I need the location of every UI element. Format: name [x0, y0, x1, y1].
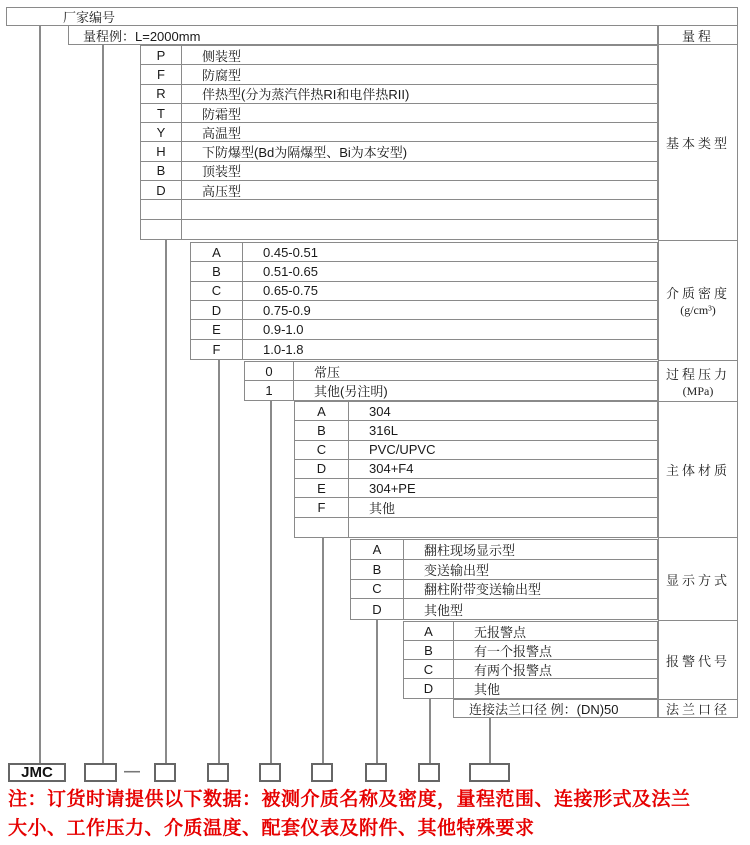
code-box-flange-diameter — [469, 763, 510, 782]
code-cell: A — [351, 540, 404, 560]
desc-cell: 无报警点 — [454, 622, 657, 641]
model-prefix-label: JMC — [21, 764, 53, 781]
category-flange-diameter — [658, 699, 738, 718]
desc-cell: 防腐型 — [182, 65, 657, 84]
code-cell — [295, 518, 349, 537]
model-prefix-box — [8, 763, 66, 782]
category-body-material — [658, 401, 738, 538]
order-note — [8, 785, 746, 843]
category-medium-density — [658, 240, 738, 361]
desc-cell: 0.9-1.0 — [243, 320, 657, 339]
category-label: 显示方式 — [665, 572, 730, 588]
desc-cell: 顶装型 — [182, 162, 657, 181]
section-basic-type — [140, 45, 658, 240]
code-cell: F — [141, 65, 182, 84]
code-box-range — [84, 763, 117, 782]
category-label: 报警代号 — [665, 653, 730, 669]
desc-cell: 304+F4 — [349, 460, 657, 479]
order-note-line1: 注：订货时请提供以下数据：被测介质名称及密度，量程范围、连接形式及法兰 — [8, 789, 691, 810]
section-medium-density — [190, 242, 658, 360]
code-cell: B — [351, 560, 404, 580]
desc-cell: 304 — [349, 402, 657, 421]
category-display-mode — [658, 537, 738, 621]
code-cell: E — [191, 320, 243, 339]
code-cell: T — [141, 104, 182, 123]
desc-cell: 其他 — [474, 682, 501, 697]
desc-cell: 有一个报警点 — [454, 641, 657, 660]
code-cell: D — [351, 599, 404, 619]
code-box-process-pressure — [259, 763, 281, 782]
category-unit: (g/cm³) — [680, 303, 716, 317]
connector-line — [270, 401, 272, 763]
desc-cell: 伴热型(分为蒸汽伴热RI和电伴热RII) — [182, 85, 657, 104]
desc-cell: 0.51-0.65 — [243, 262, 657, 281]
desc-cell: 其他型 — [424, 602, 464, 618]
desc-cell: 0.45-0.51 — [243, 243, 657, 262]
desc-cell: 翻柱附带变送输出型 — [404, 580, 657, 600]
factory-code-label: 厂家编号 — [63, 10, 116, 25]
connector-line — [165, 240, 167, 763]
code-cell: Y — [141, 123, 182, 142]
factory-code-box — [6, 7, 738, 26]
category-label: 量程 — [681, 28, 714, 44]
desc-cell: 侧装型 — [182, 46, 657, 65]
connector-line — [489, 718, 491, 763]
code-cell: C — [351, 580, 404, 600]
dash-separator: — — [124, 762, 140, 780]
connector-line — [102, 44, 104, 763]
code-box-basic-type — [154, 763, 176, 782]
connector-line — [429, 699, 431, 763]
connector-line — [322, 538, 324, 763]
code-cell: B — [141, 162, 182, 181]
desc-cell: 1.0-1.8 — [263, 341, 304, 357]
code-cell — [141, 200, 182, 219]
code-cell: P — [141, 46, 182, 65]
category-process-pressure — [658, 360, 738, 402]
code-box-body-material — [311, 763, 333, 782]
section-process-pressure — [244, 361, 658, 401]
code-cell: D — [295, 460, 349, 479]
range-example-box — [68, 25, 658, 45]
code-cell: F — [191, 340, 243, 359]
code-cell: A — [404, 622, 454, 641]
code-cell: F — [295, 498, 349, 517]
section-display-mode — [350, 539, 658, 620]
code-cell: 1 — [245, 381, 294, 400]
code-cell: D — [141, 181, 182, 200]
category-label: 法兰口径 — [665, 702, 730, 717]
desc-cell: 其他 — [349, 498, 657, 517]
code-box-medium-density — [207, 763, 229, 782]
code-cell: C — [295, 441, 349, 460]
category-label: 主体材质 — [665, 463, 730, 478]
desc-cell: 翻柱现场显示型 — [404, 540, 657, 560]
code-cell: E — [295, 479, 349, 498]
code-cell: B — [295, 421, 349, 440]
category-label: 介质密度 — [665, 286, 730, 301]
code-cell: A — [295, 402, 349, 421]
code-box-display-mode — [365, 763, 387, 782]
flange-diameter-label: 连接法兰口径 例：(DN)50 — [469, 702, 619, 717]
range-example-label: 量程例：L=2000mm — [83, 28, 201, 44]
connector-line — [39, 25, 41, 763]
desc-cell — [182, 220, 657, 239]
code-cell: R — [141, 85, 182, 104]
desc-cell: 其他(另注明) — [314, 384, 388, 399]
desc-cell: 变送输出型 — [404, 560, 657, 580]
flange-diameter-row — [453, 699, 658, 718]
desc-cell: 0.75-0.9 — [243, 301, 657, 320]
desc-cell: 常压 — [294, 362, 657, 381]
code-cell: C — [404, 660, 454, 679]
code-box-alarm-code — [418, 763, 440, 782]
desc-cell: 防霜型 — [182, 104, 657, 123]
category-label: 基本类型 — [665, 136, 730, 151]
code-cell — [141, 220, 182, 239]
connector-line — [376, 620, 378, 763]
code-cell: B — [191, 262, 243, 281]
desc-cell: 高压型 — [182, 181, 657, 200]
category-alarm-code — [658, 620, 738, 700]
desc-cell: 304+PE — [349, 479, 657, 498]
desc-cell: 0.65-0.75 — [243, 282, 657, 301]
desc-cell: 高温型 — [182, 123, 657, 142]
code-cell: 0 — [245, 362, 294, 381]
section-body-material — [294, 401, 658, 538]
category-label: 过程压力 — [665, 366, 730, 382]
desc-cell: 316L — [349, 421, 657, 440]
desc-cell: 有两个报警点 — [454, 660, 657, 679]
category-range — [658, 25, 738, 45]
code-cell: B — [404, 641, 454, 660]
code-cell: A — [191, 243, 243, 262]
category-basic-type — [658, 44, 738, 241]
desc-cell — [182, 200, 657, 219]
section-alarm-code — [403, 621, 658, 699]
code-cell: D — [191, 301, 243, 320]
order-note-line2: 大小、工作压力、介质温度、配套仪表及附件、其他特殊要求 — [8, 818, 535, 839]
desc-cell: PVC/UPVC — [349, 441, 657, 460]
desc-cell — [349, 518, 657, 537]
code-cell: C — [191, 282, 243, 301]
desc-cell: 下防爆型(Bd为隔爆型、Bi为本安型) — [182, 142, 657, 161]
code-cell: D — [404, 679, 454, 698]
code-cell: H — [141, 142, 182, 161]
connector-line — [218, 360, 220, 763]
category-unit: (MPa) — [682, 383, 714, 398]
